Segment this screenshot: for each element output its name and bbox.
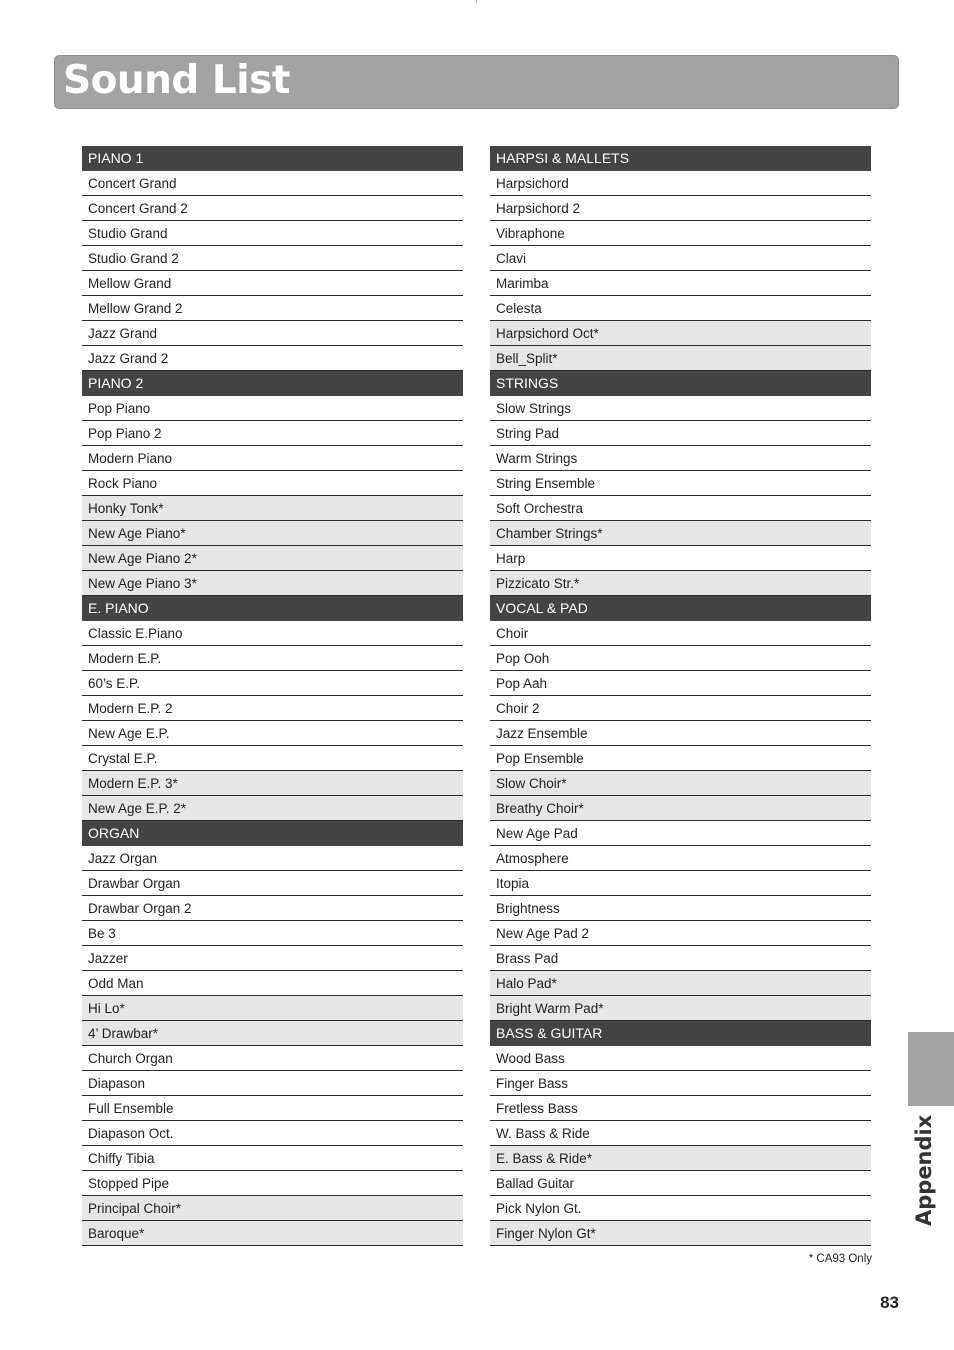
sound-row: Slow Strings — [490, 396, 871, 421]
sound-row: Brass Pad — [490, 946, 871, 971]
sound-row: Principal Choir* — [82, 1196, 463, 1221]
sound-list-right-column — [490, 146, 871, 1246]
sound-row: New Age Piano 2* — [82, 546, 463, 571]
sound-row: Drawbar Organ 2 — [82, 896, 463, 921]
sound-row: Pop Ensemble — [490, 746, 871, 771]
sound-row: Warm Strings — [490, 446, 871, 471]
sound-row: Clavi — [490, 246, 871, 271]
sound-row: Full Ensemble — [82, 1096, 463, 1121]
sound-row: 4’ Drawbar* — [82, 1021, 463, 1046]
sound-row: Choir — [490, 621, 871, 646]
sound-row: Breathy Choir* — [490, 796, 871, 821]
sound-row: Wood Bass — [490, 1046, 871, 1071]
sound-row: Finger Nylon Gt* — [490, 1221, 871, 1246]
sound-row: Fretless Bass — [490, 1096, 871, 1121]
sound-row: Ballad Guitar — [490, 1171, 871, 1196]
sound-row: Diapason — [82, 1071, 463, 1096]
sound-row: Harpsichord 2 — [490, 196, 871, 221]
sound-row: W. Bass & Ride — [490, 1121, 871, 1146]
sound-row: Pop Piano — [82, 396, 463, 421]
appendix-side-tab — [908, 1032, 954, 1106]
sound-row: Mellow Grand 2 — [82, 296, 463, 321]
sound-row: Halo Pad* — [490, 971, 871, 996]
sound-row: Atmosphere — [490, 846, 871, 871]
category-header: PIANO 2 — [82, 371, 463, 396]
sound-row: Slow Choir* — [490, 771, 871, 796]
sound-row: Chamber Strings* — [490, 521, 871, 546]
sound-row: Rock Piano — [82, 471, 463, 496]
sound-row: Crystal E.P. — [82, 746, 463, 771]
sound-row: Mellow Grand — [82, 271, 463, 296]
sound-list-left-column — [82, 146, 463, 1246]
sound-row: Church Organ — [82, 1046, 463, 1071]
sound-row: New Age Piano 3* — [82, 571, 463, 596]
sound-row: Hi Lo* — [82, 996, 463, 1021]
sound-row: String Pad — [490, 421, 871, 446]
category-header: STRINGS — [490, 371, 871, 396]
sound-row: Pop Piano 2 — [82, 421, 463, 446]
category-header: HARPSI & MALLETS — [490, 146, 871, 171]
sound-row: Baroque* — [82, 1221, 463, 1246]
sound-row: New Age Pad — [490, 821, 871, 846]
sound-row: Honky Tonk* — [82, 496, 463, 521]
sound-row: Pizzicato Str.* — [490, 571, 871, 596]
sound-row: Bright Warm Pad* — [490, 996, 871, 1021]
sound-row: E. Bass & Ride* — [490, 1146, 871, 1171]
sound-row: Odd Man — [82, 971, 463, 996]
sound-row: Jazzer — [82, 946, 463, 971]
sound-row: Harpsichord Oct* — [490, 321, 871, 346]
page-number: 83 — [880, 1293, 899, 1312]
sound-row: Modern E.P. 2 — [82, 696, 463, 721]
sound-row: Studio Grand — [82, 221, 463, 246]
sound-row: String Ensemble — [490, 471, 871, 496]
sound-row: Harpsichord — [490, 171, 871, 196]
sound-row: Classic E.Piano — [82, 621, 463, 646]
sound-row: New Age Pad 2 — [490, 921, 871, 946]
page-title-bar — [54, 55, 899, 109]
footnote: * CA93 Only — [808, 1253, 872, 1265]
sound-row: Soft Orchestra — [490, 496, 871, 521]
category-header: E. PIANO — [82, 596, 463, 621]
crop-mark — [476, 0, 477, 3]
sound-row: Jazz Grand 2 — [82, 346, 463, 371]
sound-row: Vibraphone — [490, 221, 871, 246]
sound-row: Marimba — [490, 271, 871, 296]
category-header: ORGAN — [82, 821, 463, 846]
sound-row: Modern Piano — [82, 446, 463, 471]
appendix-side-label: Appendix — [912, 1114, 936, 1226]
sound-row: Be 3 — [82, 921, 463, 946]
sound-row: Drawbar Organ — [82, 871, 463, 896]
category-header: BASS & GUITAR — [490, 1021, 871, 1046]
sound-row: Modern E.P. — [82, 646, 463, 671]
sound-row: Celesta — [490, 296, 871, 321]
sound-row: Chiffy Tibia — [82, 1146, 463, 1171]
sound-row: Bell_Split* — [490, 346, 871, 371]
sound-row: 60’s E.P. — [82, 671, 463, 696]
sound-row: Studio Grand 2 — [82, 246, 463, 271]
sound-row: Brightness — [490, 896, 871, 921]
sound-row: New Age E.P. 2* — [82, 796, 463, 821]
sound-row: Jazz Organ — [82, 846, 463, 871]
category-header: VOCAL & PAD — [490, 596, 871, 621]
sound-row: Concert Grand 2 — [82, 196, 463, 221]
sound-row: Pop Ooh — [490, 646, 871, 671]
sound-row: Concert Grand — [82, 171, 463, 196]
sound-row: Stopped Pipe — [82, 1171, 463, 1196]
sound-row: Harp — [490, 546, 871, 571]
sound-row: Modern E.P. 3* — [82, 771, 463, 796]
sound-row: Jazz Ensemble — [490, 721, 871, 746]
category-header: PIANO 1 — [82, 146, 463, 171]
sound-row: Choir 2 — [490, 696, 871, 721]
page-title: Sound List — [63, 58, 290, 103]
sound-row: New Age Piano* — [82, 521, 463, 546]
sound-row: Jazz Grand — [82, 321, 463, 346]
sound-row: Diapason Oct. — [82, 1121, 463, 1146]
sound-row: Pick Nylon Gt. — [490, 1196, 871, 1221]
sound-row: Itopia — [490, 871, 871, 896]
sound-row: New Age E.P. — [82, 721, 463, 746]
sound-row: Finger Bass — [490, 1071, 871, 1096]
sound-row: Pop Aah — [490, 671, 871, 696]
